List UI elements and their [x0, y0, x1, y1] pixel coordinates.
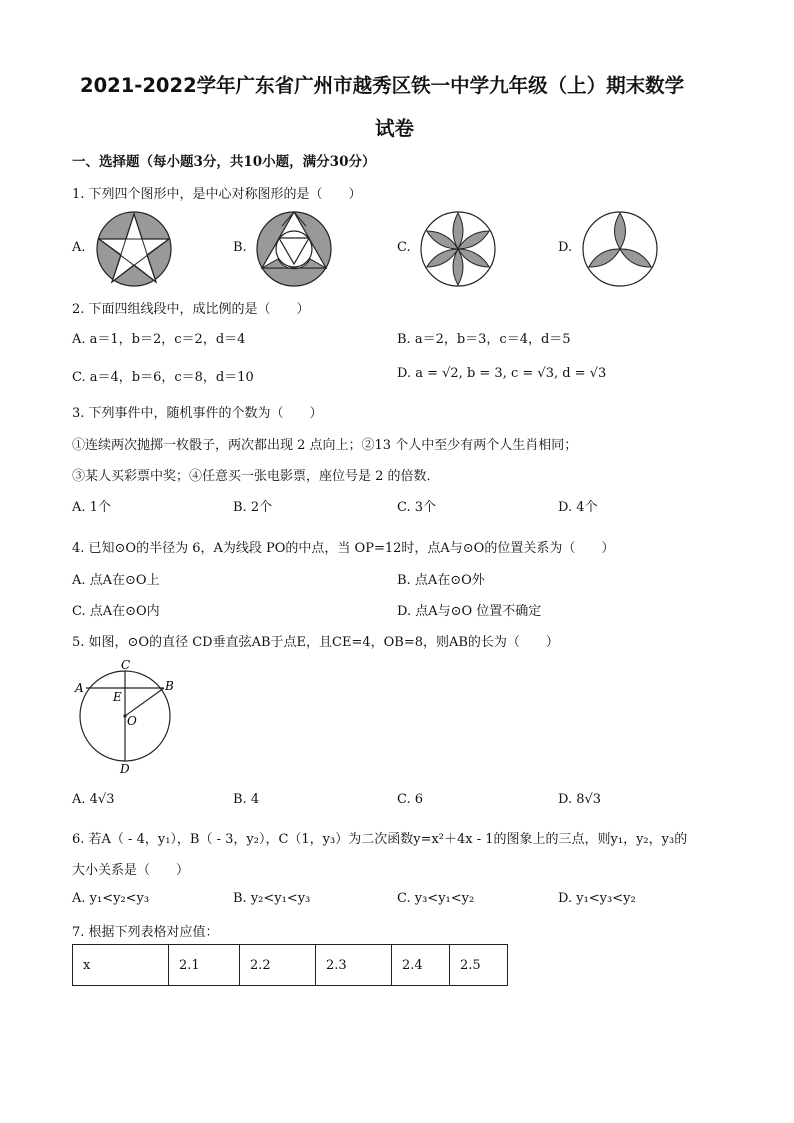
table-cell: 2.2 [240, 945, 316, 986]
q5-circle-diagram [72, 656, 212, 776]
question-7-stem: 7. 根据下列表格对应值： [72, 925, 219, 940]
q2-option-d: D. a = √2, b = 3, c = √3, d = √3 [397, 366, 607, 381]
q3-option-c: C. 3个 [397, 500, 437, 515]
page-title-line2: 试卷 [375, 117, 415, 140]
q5-option-b: B. 4 [233, 792, 260, 807]
q5-option-d: D. 8√3 [558, 792, 602, 807]
point-o-label: O [127, 714, 137, 728]
question-5-stem: 5. 如图，⊙O的直径 CD垂直弦AB于点E，且CE=4，OB=8，则AB的长为（ ） [72, 635, 559, 650]
q5-option-a: A. 4√3 [72, 792, 115, 807]
q1-figure-a-star-in-circle [94, 209, 174, 289]
q1-option-a-label: A. [72, 240, 86, 255]
table-cell-x: x [73, 945, 169, 986]
point-b-label: B [165, 679, 174, 693]
q6-option-a: A. y₁<y₂<y₃ [72, 891, 150, 906]
q2-option-b: B. a＝2，b＝3，c＝4，d＝5 [397, 332, 571, 347]
q4-option-a: A. 点A在⊙O上 [72, 573, 160, 588]
point-e-label: E [113, 690, 122, 704]
question-3-stem: 3. 下列事件中，随机事件的个数为（ ） [72, 406, 323, 421]
q3-option-a: A. 1个 [72, 500, 111, 515]
table-cell: 2.1 [169, 945, 240, 986]
q3-option-d: D. 4个 [558, 500, 598, 515]
q3-event-line-1: ①连续两次抛掷一枚骰子，两次都出现 2 点向上；②13 个人中至少有两个人生肖相同； [72, 438, 578, 453]
q6-option-c: C. y₃<y₁<y₂ [397, 891, 475, 906]
table-cell: 2.4 [392, 945, 450, 986]
table-row [73, 945, 508, 986]
q1-option-c-label: C. [397, 240, 411, 255]
q2-option-c: C. a＝4，b＝6，c＝8，d＝10 [72, 370, 254, 385]
table-cell: 2.3 [316, 945, 392, 986]
question-2-stem: 2. 下面四组线段中，成比例的是（ ） [72, 302, 310, 317]
q4-option-c: C. 点A在⊙O内 [72, 604, 160, 619]
table-cell: 2.5 [450, 945, 508, 986]
q1-figure-b-triangle-in-circle [254, 209, 334, 289]
q3-event-line-2: ③某人买彩票中奖；④任意买一张电影票，座位号是 2 的倍数． [72, 469, 440, 484]
q1-figure-d-three-petals [580, 209, 660, 289]
q6-option-b: B. y₂<y₁<y₃ [233, 891, 311, 906]
question-6-stem: 6. 若A（ - 4，y₁），B（ - 3，y₂），C（1，y₃）为二次函数y=x²＋4x - 1的图象上的三点，则y₁，y₂，y₃的 [72, 832, 688, 847]
question-4-stem: 4. 已知⊙O的半径为 6，A为线段 PO的中点，当 OP=12时，点A与⊙O的位置关系为（ ） [72, 541, 615, 556]
point-d-label: D [120, 762, 130, 776]
q3-option-b: B. 2个 [233, 500, 273, 515]
point-c-label: C [121, 658, 131, 672]
q7-value-table [72, 944, 508, 986]
q1-option-b-label: B. [233, 240, 247, 255]
q5-option-c: C. 6 [397, 792, 424, 807]
q4-option-d: D. 点A与⊙O 位置不确定 [397, 604, 542, 619]
q4-option-b: B. 点A在⊙O外 [397, 573, 485, 588]
question-6-stem-line2: 大小关系是（ ） [72, 863, 190, 878]
q1-figure-c-six-petals [418, 209, 498, 289]
q2-option-a: A. a＝1，b＝2，c＝2，d＝4 [72, 332, 246, 347]
question-1-stem: 1. 下列四个图形中，是中心对称图形的是（ ） [72, 187, 362, 202]
q1-option-d-label: D. [558, 240, 573, 255]
section-heading: 一、选择题（每小题3分，共10小题，满分30分） [72, 154, 376, 170]
q6-option-d: D. y₁<y₃<y₂ [558, 891, 636, 906]
page-title: 2021-2022学年广东省广州市越秀区铁一中学九年级（上）期末数学 [80, 74, 685, 97]
point-a-label: A [75, 681, 84, 695]
